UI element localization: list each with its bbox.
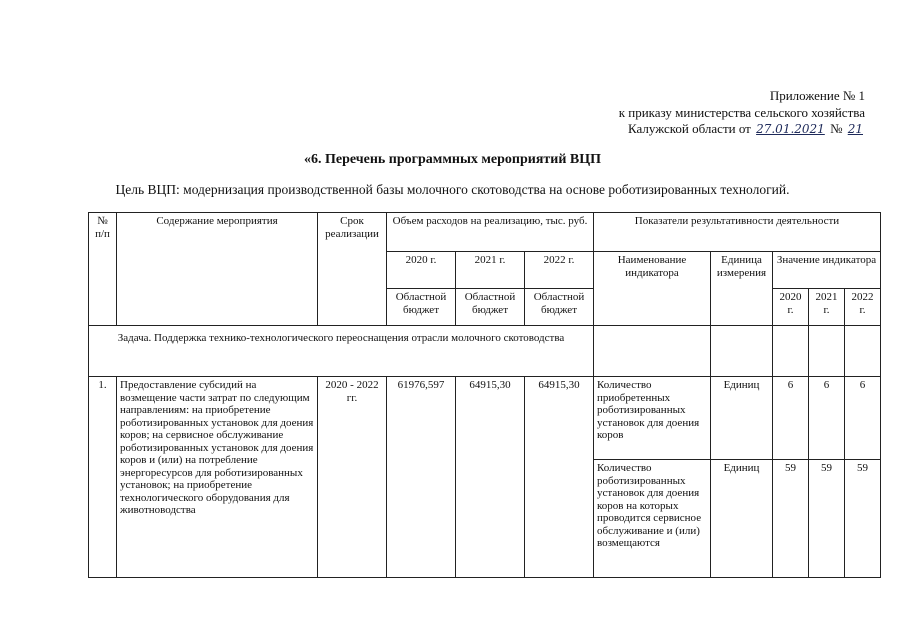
indicator-value-2020: 59 [773,460,809,578]
header-indicator-unit: Единица измерения [711,252,773,326]
appendix-block [619,88,865,138]
measure-term: 2020 - 2022 гг. [318,377,387,578]
header-year-2021: 2021 г. [456,252,525,289]
handwritten-number: 21 [847,122,863,136]
measures-table [88,212,881,578]
measure-num: 1. [89,377,117,578]
header-value-2021: 2021 г. [809,289,845,326]
appendix-line2: к приказу министерства сельского хозяйства [618,104,865,120]
indicator-value-2022: 6 [845,377,881,460]
appendix-line1: Приложение № 1 [769,88,865,103]
header-budget-2021: Областной бюджет [456,289,525,326]
task-row [89,326,881,377]
header-indicators: Показатели результативности деятельности [594,213,881,252]
goal-statement: Цель ВЦП: модернизация производственной базы молочного скотоводства на основе роботизированных технологий. [115,182,790,197]
task-cell: Задача. Поддержка технико-технологического переоснащения отрасли молочного скотоводства [89,326,594,377]
indicator-unit: Единиц [711,377,773,460]
appendix-line3 [619,121,865,138]
indicator-name: Количество приобретенных роботизированных установок для доения коров [594,377,711,460]
indicator-value-2021: 59 [809,460,845,578]
document-title: «6. Перечень программных мероприятий ВЦП [303,152,602,167]
handwritten-date: 27.01.2021 [756,122,825,136]
header-year-2022: 2022 г. [525,252,594,289]
indicator-value-2022: 59 [845,460,881,578]
header-indicator-value: Значение индикатора [773,252,881,289]
header-content: Содержание мероприятия [117,213,318,326]
header-term: Срок реализации [318,213,387,326]
measure-row [89,377,881,460]
header-year-2020: 2020 г. [387,252,456,289]
measure-sum-2020: 61976,597 [387,377,456,578]
header-indicator-name: Наименование индикатора [594,252,711,326]
header-value-2020: 2020 г. [773,289,809,326]
appendix-line3-prefix: Калужской области от [628,121,751,136]
task-empty-cell [845,326,881,377]
header-row-1 [89,213,881,252]
measure-sum-2022: 64915,30 [525,377,594,578]
header-budget-2020: Областной бюджет [387,289,456,326]
measure-content: Предоставление субсидий на возмещение части затрат по следующим направлениям: на приобретение роботизированных установок для доения коров; на сервисное обслуживание роботизированных установок для доения коров и (или) на потребление энергоресурсов для роботизированных установок; на приобретение технологического оборудования для животноводства [117,377,318,578]
indicator-name: Количество роботизированных установок для доения коров на которых проводится сервисное обслуживание и (или) возмещаются [594,460,711,578]
task-empty-cell [809,326,845,377]
indicator-value-2020: 6 [773,377,809,460]
indicator-value-2021: 6 [809,377,845,460]
header-num: № п/п [89,213,117,326]
measure-sum-2021: 64915,30 [456,377,525,578]
indicator-unit: Единиц [711,460,773,578]
header-value-2022: 2022 г. [845,289,881,326]
number-prefix: № [830,121,843,136]
task-empty-cell [594,326,711,377]
header-expenses: Объем расходов на реализацию, тыс. руб. [387,213,594,252]
header-budget-2022: Областной бюджет [525,289,594,326]
task-empty-cell [711,326,773,377]
task-empty-cell [773,326,809,377]
